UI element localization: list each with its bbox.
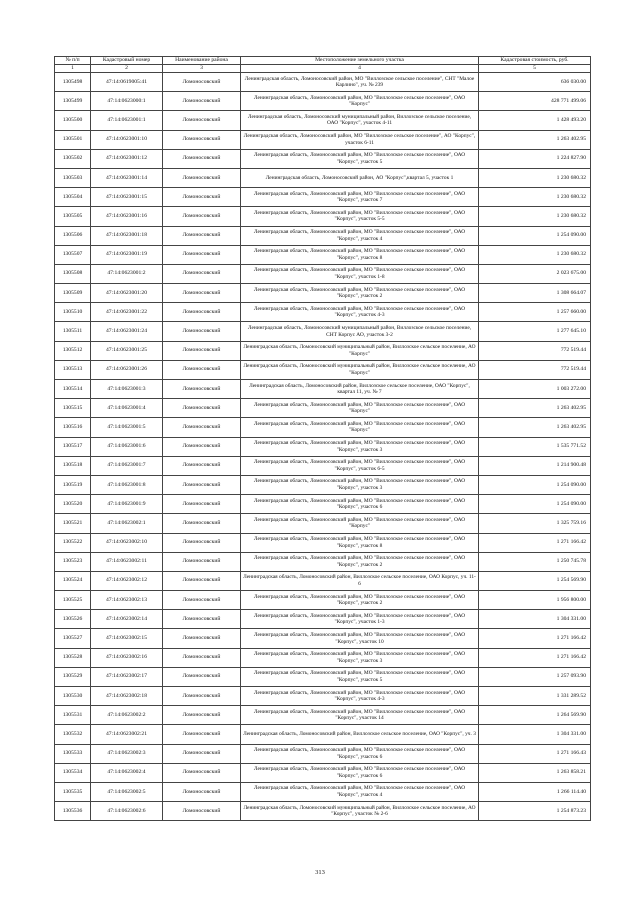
cadastral-number-cell: 47:14:0623001:3 [91, 380, 163, 399]
cadastral-number-cell: 47:14:0623002:2 [91, 706, 163, 725]
cadastral-number-cell: 47:14:0623002:14 [91, 610, 163, 629]
district-cell: Ломоносовский [163, 571, 241, 590]
location-cell: Ленинградская область, Ломоносовский район, МО "Виллозское сельское поселение", ОАО "Корпус", участок 1-3 [241, 610, 479, 629]
location-cell: Ленинградская область, Ломоносовский район, МО "Виллозское сельское поселение", ОАО "Корпус" [241, 399, 479, 418]
table-row [55, 111, 591, 130]
district-cell: Ломоносовский [163, 322, 241, 341]
table-row [55, 264, 591, 283]
location-cell: Ленинградская область, Ломоносовский район, МО "Виллозское сельское поселение", ОАО "Корпус", участок 14 [241, 706, 479, 725]
cadastral-number-cell: 47:14:0623001:2 [91, 264, 163, 283]
cadastral-number-cell: 47:14:0623001:20 [91, 284, 163, 303]
district-cell: Ломоносовский [163, 92, 241, 111]
table-row [55, 130, 591, 149]
location-cell: Ленинградская область, Ломоносовский район, МО "Виллозское сельское поселение", ОАО "Корпус", участок 4-3 [241, 303, 479, 322]
district-cell: Ломоносовский [163, 763, 241, 782]
row-number-cell: 1305530 [55, 687, 91, 706]
location-cell: Ленинградская область, Ломоносовский район, МО "Виллозское сельское поселение", ОАО "Корпус", участок 4 [241, 226, 479, 245]
district-cell: Ломоносовский [163, 341, 241, 360]
district-cell: Ломоносовский [163, 418, 241, 437]
cadastral-number-cell: 47:14:0623002:6 [91, 802, 163, 821]
cadastral-value-cell: 1 224 827.90 [479, 149, 591, 168]
district-cell: Ломоносовский [163, 245, 241, 264]
location-cell: Ленинградская область, Ломоносовский муниципальный район, Виллозское сельское поселение, АО "Корпус" [241, 341, 479, 360]
table-row [55, 802, 591, 821]
row-number-cell: 1305511 [55, 322, 91, 341]
cadastral-number-cell: 47:14:0623002:12 [91, 571, 163, 590]
row-number-cell: 1305522 [55, 533, 91, 552]
table-row [55, 514, 591, 533]
cadastral-number-cell: 47:14:0623002:18 [91, 687, 163, 706]
cadastral-value-cell: 1 535 771.52 [479, 437, 591, 456]
row-number-cell: 1305510 [55, 303, 91, 322]
column-index: 5 [479, 65, 591, 73]
cadastral-number-cell: 47:14:0623002:21 [91, 725, 163, 744]
row-number-cell: 1305526 [55, 610, 91, 629]
table-row [55, 73, 591, 92]
cadastral-value-cell: 1 257 660.00 [479, 303, 591, 322]
cadastral-number-cell: 47:14:0623001:18 [91, 226, 163, 245]
cadastral-number-cell: 47:14:0623002:11 [91, 552, 163, 571]
row-number-cell: 1305529 [55, 667, 91, 686]
table-row [55, 168, 591, 187]
cadastral-value-cell: 1 325 759.16 [479, 514, 591, 533]
cadastral-value-table [54, 56, 591, 821]
cadastral-value-cell: 1 331 289.52 [479, 687, 591, 706]
header-cell-cadastral-number: Кадастровый номер [91, 57, 163, 65]
location-cell: Ленинградская область, Ломоносовский район, Виллозское сельское поселение, ОАО "Корпус", уч. 3 [241, 725, 479, 744]
district-cell: Ломоносовский [163, 802, 241, 821]
cadastral-value-cell: 1 254 090.00 [479, 495, 591, 514]
location-cell: Ленинградская область, Ломоносовский район, МО "Виллозское сельское поселение", СНТ "Малое Карлино", уч. № 239 [241, 73, 479, 92]
row-number-cell: 1305499 [55, 92, 91, 111]
district-cell: Ломоносовский [163, 111, 241, 130]
location-cell: Ленинградская область, Ломоносовский муниципальный район, Виллозское сельское поселение, АО "Корпус" [241, 360, 479, 379]
district-cell: Ломоносовский [163, 380, 241, 399]
table-row [55, 284, 591, 303]
district-cell: Ломоносовский [163, 648, 241, 667]
cadastral-number-cell: 47:14:0623001:26 [91, 360, 163, 379]
table-row [55, 437, 591, 456]
cadastral-number-cell: 47:14:0623001:15 [91, 188, 163, 207]
row-number-cell: 1305524 [55, 571, 91, 590]
table-row [55, 303, 591, 322]
cadastral-number-cell: 47:14:0623002:13 [91, 591, 163, 610]
location-cell: Ленинградская область, Ломоносовский район, МО "Виллозское сельское поселение", ОАО "Корпус" [241, 418, 479, 437]
table-row [55, 782, 591, 801]
header-cell-number: № п/п [55, 57, 91, 65]
district-cell: Ломоносовский [163, 475, 241, 494]
row-number-cell: 1305521 [55, 514, 91, 533]
row-number-cell: 1305533 [55, 744, 91, 763]
column-index: 3 [163, 65, 241, 73]
district-cell: Ломоносовский [163, 226, 241, 245]
row-number-cell: 1305536 [55, 802, 91, 821]
row-number-cell: 1305498 [55, 73, 91, 92]
row-number-cell: 1305515 [55, 399, 91, 418]
cadastral-number-cell: 47:14:0623002:17 [91, 667, 163, 686]
cadastral-number-cell: 47:14:0623002:3 [91, 744, 163, 763]
district-cell: Ломоносовский [163, 629, 241, 648]
district-cell: Ломоносовский [163, 687, 241, 706]
table-row [55, 149, 591, 168]
location-cell: Ленинградская область, Ломоносовский муниципальный район, Виллозское сельское поселение, АО "Корпус", участок № 2-6 [241, 802, 479, 821]
cadastral-number-cell: 47:14:0623001:14 [91, 168, 163, 187]
row-number-cell: 1305534 [55, 763, 91, 782]
column-index: 1 [55, 65, 91, 73]
cadastral-value-cell: 772 519.44 [479, 341, 591, 360]
row-number-cell: 1305512 [55, 341, 91, 360]
row-number-cell: 1305517 [55, 437, 91, 456]
cadastral-number-cell: 47:14:0623002:1 [91, 514, 163, 533]
location-cell: Ленинградская область, Ломоносовский район, МО "Виллозское сельское поселение", ОАО "Корпус", участок 6 [241, 744, 479, 763]
district-cell: Ломоносовский [163, 610, 241, 629]
cadastral-number-cell: 47:14:0623001:9 [91, 495, 163, 514]
district-cell: Ломоносовский [163, 188, 241, 207]
row-number-cell: 1305516 [55, 418, 91, 437]
table-row [55, 418, 591, 437]
district-cell: Ломоносовский [163, 360, 241, 379]
cadastral-value-cell: 1 254 090.00 [479, 475, 591, 494]
cadastral-value-cell: 1 250 745.78 [479, 552, 591, 571]
district-cell: Ломоносовский [163, 533, 241, 552]
district-cell: Ломоносовский [163, 744, 241, 763]
cadastral-value-cell: 2 023 675.00 [479, 264, 591, 283]
cadastral-value-cell: 636 030.00 [479, 73, 591, 92]
location-cell: Ленинградская область, Ломоносовский район, Виллозское сельское поселение, ОАО Корпус, уч. 11-6 [241, 571, 479, 590]
location-cell: Ленинградская область, Ломоносовский район, МО "Виллозское сельское поселение", ОАО "Корпус", участок 2 [241, 591, 479, 610]
table-row [55, 763, 591, 782]
district-cell: Ломоносовский [163, 130, 241, 149]
location-cell: Ленинградская область, Ломоносовский район, МО "Виллозское сельское поселение", ОАО "Корпус", участок 4 [241, 782, 479, 801]
row-number-cell: 1305507 [55, 245, 91, 264]
cadastral-value-cell: 1 230 680.32 [479, 207, 591, 226]
cadastral-number-cell: 47:14:0623001:1 [91, 111, 163, 130]
row-number-cell: 1305514 [55, 380, 91, 399]
location-cell: Ленинградская область, Ломоносовский район, МО "Виллозское сельское поселение", ОАО "Корпус", участок 2 [241, 284, 479, 303]
district-cell: Ломоносовский [163, 667, 241, 686]
table-row [55, 667, 591, 686]
table-row [55, 245, 591, 264]
location-cell: Ленинградская область, Ломоносовский район, МО "Виллозское сельское поселение", ОАО "Корпус", участок 6 [241, 763, 479, 782]
cadastral-table-sheet [54, 56, 590, 821]
cadastral-value-cell: 1 277 645.10 [479, 322, 591, 341]
cadastral-value-cell: 1 263 402.95 [479, 130, 591, 149]
row-number-cell: 1305500 [55, 111, 91, 130]
cadastral-number-cell: 47:14:0623002:16 [91, 648, 163, 667]
table-row [55, 533, 591, 552]
table-body [55, 73, 591, 821]
location-cell: Ленинградская область, Ломоносовский район, МО "Виллозское сельское поселение", ОАО "Корпус", участок 3 [241, 437, 479, 456]
table-row [55, 341, 591, 360]
cadastral-value-cell: 1 254 090.00 [479, 226, 591, 245]
cadastral-number-cell: 47:14:0623001:8 [91, 475, 163, 494]
table-row [55, 591, 591, 610]
row-number-cell: 1305532 [55, 725, 91, 744]
cadastral-number-cell: 47:14:0623001:5 [91, 418, 163, 437]
table-row [55, 380, 591, 399]
location-cell: Ленинградская область, Ломоносовский район, МО "Виллозское сельское поселение", ОАО "Корпус", участок 5 [241, 149, 479, 168]
table-row [55, 571, 591, 590]
page-number: 313 [315, 869, 325, 876]
cadastral-value-cell: 1 254 873.23 [479, 802, 591, 821]
location-cell: Ленинградская область, Ломоносовский муниципальный район, Виллозское сельское поселение, ОАО "Корпус", участок 4-11 [241, 111, 479, 130]
cadastral-value-cell: 1 230 680.32 [479, 188, 591, 207]
cadastral-value-cell: 1 956 800.00 [479, 591, 591, 610]
district-cell: Ломоносовский [163, 782, 241, 801]
location-cell: Ленинградская область, Ломоносовский район, МО "Виллозское сельское поселение", ОАО "Корпус" [241, 514, 479, 533]
header-row [55, 57, 591, 65]
cadastral-number-cell: 47:14:0623001:10 [91, 130, 163, 149]
row-number-cell: 1305504 [55, 188, 91, 207]
district-cell: Ломоносовский [163, 456, 241, 475]
district-cell: Ломоносовский [163, 399, 241, 418]
row-number-cell: 1305506 [55, 226, 91, 245]
column-index: 2 [91, 65, 163, 73]
district-cell: Ломоносовский [163, 73, 241, 92]
location-cell: Ленинградская область, Ломоносовский район, МО "Виллозское сельское поселение", ОАО "Корпус", участок 5-5 [241, 207, 479, 226]
cadastral-number-cell: 47:14:0623001:12 [91, 149, 163, 168]
row-number-cell: 1305520 [55, 495, 91, 514]
cadastral-number-cell: 47:14:0619005:41 [91, 73, 163, 92]
table-row [55, 188, 591, 207]
table-row [55, 706, 591, 725]
location-cell: Ленинградская область, Ломоносовский район, МО "Виллозское сельское поселение", ОАО "Корпус", участок 4-3 [241, 687, 479, 706]
row-number-cell: 1305527 [55, 629, 91, 648]
column-index: 4 [241, 65, 479, 73]
location-cell: Ленинградская область, Ломоносовский район, МО "Виллозское сельское поселение", ОАО "Корпус", участок 3 [241, 648, 479, 667]
row-number-cell: 1305531 [55, 706, 91, 725]
table-row [55, 495, 591, 514]
location-cell: Ленинградская область, Ломоносовский район, МО "Виллозское сельское поселение", ОАО "Корпус", участок 2 [241, 552, 479, 571]
table-row [55, 475, 591, 494]
table-row [55, 92, 591, 111]
cadastral-value-cell: 1 271 166.42 [479, 629, 591, 648]
cadastral-value-cell: 1 271 166.42 [479, 648, 591, 667]
district-cell: Ломоносовский [163, 437, 241, 456]
district-cell: Ломоносовский [163, 168, 241, 187]
cadastral-number-cell: 47:14:0623001:25 [91, 341, 163, 360]
cadastral-number-cell: 47:14:0623002:4 [91, 763, 163, 782]
table-row [55, 399, 591, 418]
district-cell: Ломоносовский [163, 591, 241, 610]
location-cell: Ленинградская область, Ломоносовский муниципальный район, Виллозское сельское поселение, СНТ Корпус АО, участок 3-2 [241, 322, 479, 341]
cadastral-number-cell: 47:14:0623002:10 [91, 533, 163, 552]
row-number-cell: 1305518 [55, 456, 91, 475]
district-cell: Ломоносовский [163, 207, 241, 226]
table-row [55, 322, 591, 341]
cadastral-value-cell: 1 304 331.00 [479, 610, 591, 629]
location-cell: Ленинградская область, Ломоносовский район, МО "Виллозское сельское поселение", ОАО "Корпус", участок 1-8 [241, 264, 479, 283]
cadastral-value-cell: 772 519.44 [479, 360, 591, 379]
cadastral-value-cell: 1 271 166.42 [479, 533, 591, 552]
row-number-cell: 1305505 [55, 207, 91, 226]
table-header [55, 57, 591, 73]
location-cell: Ленинградская область, Ломоносовский район, МО "Виллозское сельское поселение", АО "Корпус", участок 6-11 [241, 130, 479, 149]
location-cell: Ленинградская область, Ломоносовский район, МО "Виллозское сельское поселение", ОАО "Корпус" [241, 92, 479, 111]
table-row [55, 552, 591, 571]
table-row [55, 610, 591, 629]
header-cell-district: Наименование района [163, 57, 241, 65]
location-cell: Ленинградская область, Ломоносовский район, АО "Корпус",квартал 5, участок 1 [241, 168, 479, 187]
row-number-cell: 1305501 [55, 130, 91, 149]
cadastral-value-cell: 1 263 402.95 [479, 399, 591, 418]
district-cell: Ломоносовский [163, 706, 241, 725]
cadastral-number-cell: 47:14:0623001:24 [91, 322, 163, 341]
table-row [55, 456, 591, 475]
header-cell-location: Местоположение земельного участка [241, 57, 479, 65]
district-cell: Ломоносовский [163, 725, 241, 744]
cadastral-number-cell: 47:14:0623001:4 [91, 399, 163, 418]
district-cell: Ломоносовский [163, 552, 241, 571]
row-number-cell: 1305513 [55, 360, 91, 379]
cadastral-number-cell: 47:14:0623001:22 [91, 303, 163, 322]
cadastral-value-cell: 1 264 569.90 [479, 706, 591, 725]
row-number-cell: 1305535 [55, 782, 91, 801]
location-cell: Ленинградская область, Ломоносовский район, МО "Виллозское сельское поселение", ОАО "Корпус", участок 7 [241, 188, 479, 207]
row-number-cell: 1305519 [55, 475, 91, 494]
district-cell: Ломоносовский [163, 149, 241, 168]
district-cell: Ломоносовский [163, 514, 241, 533]
district-cell: Ломоносовский [163, 284, 241, 303]
location-cell: Ленинградская область, Ломоносовский район, Виллозское сельское поселение, ОАО "Корпус", квартал 11, уч. № 7 [241, 380, 479, 399]
cadastral-value-cell: 1 257 093.90 [479, 667, 591, 686]
cadastral-value-cell: 1 263 858.21 [479, 763, 591, 782]
row-number-cell: 1305503 [55, 168, 91, 187]
table-row [55, 360, 591, 379]
location-cell: Ленинградская область, Ломоносовский район, МО "Виллозское сельское поселение", ОАО "Корпус", участок 6-5 [241, 456, 479, 475]
cadastral-value-cell: 1 266 114.40 [479, 782, 591, 801]
column-numbering-row [55, 65, 591, 73]
location-cell: Ленинградская область, Ломоносовский район, МО "Виллозское сельское поселение", ОАО "Корпус", участок 8 [241, 533, 479, 552]
cadastral-value-cell: 1 308 664.07 [479, 284, 591, 303]
cadastral-number-cell: 47:14:0623002:15 [91, 629, 163, 648]
row-number-cell: 1305523 [55, 552, 91, 571]
cadastral-value-cell: 1 428 493.20 [479, 111, 591, 130]
row-number-cell: 1305509 [55, 284, 91, 303]
table-row [55, 744, 591, 763]
cadastral-value-cell: 1 263 402.95 [479, 418, 591, 437]
cadastral-number-cell: 47:14:0623001:16 [91, 207, 163, 226]
table-row [55, 226, 591, 245]
row-number-cell: 1305508 [55, 264, 91, 283]
location-cell: Ленинградская область, Ломоносовский район, МО "Виллозское сельское поселение", ОАО "Корпус", участок 6 [241, 495, 479, 514]
location-cell: Ленинградская область, Ломоносовский район, МО "Виллозское сельское поселение", ОАО "Корпус", участок 10 [241, 629, 479, 648]
cadastral-value-cell: 1 230 680.32 [479, 168, 591, 187]
location-cell: Ленинградская область, Ломоносовский район, МО "Виллозское сельское поселение", ОАО "Корпус", участок 5 [241, 667, 479, 686]
table-row [55, 207, 591, 226]
row-number-cell: 1305528 [55, 648, 91, 667]
table-row [55, 687, 591, 706]
cadastral-number-cell: 47:14:0623002:5 [91, 782, 163, 801]
table-row [55, 648, 591, 667]
header-cell-cadastral-value: Кадастровая стоимость, руб. [479, 57, 591, 65]
cadastral-value-cell: 1 304 331.00 [479, 725, 591, 744]
cadastral-value-cell: 1 214 900.48 [479, 456, 591, 475]
district-cell: Ломоносовский [163, 303, 241, 322]
location-cell: Ленинградская область, Ломоносовский район, МО "Виллозское сельское поселение", ОАО "Корпус", участок 3 [241, 475, 479, 494]
cadastral-number-cell: 47:14:0623001:6 [91, 437, 163, 456]
district-cell: Ломоносовский [163, 495, 241, 514]
cadastral-number-cell: 47:14:0623001:19 [91, 245, 163, 264]
cadastral-value-cell: 1 254 569.90 [479, 571, 591, 590]
table-row [55, 629, 591, 648]
cadastral-number-cell: 47:14:0623001:7 [91, 456, 163, 475]
row-number-cell: 1305502 [55, 149, 91, 168]
cadastral-value-cell: 1 230 680.32 [479, 245, 591, 264]
location-cell: Ленинградская область, Ломоносовский район, МО "Виллозское сельское поселение", ОАО "Корпус", участок 8 [241, 245, 479, 264]
cadastral-number-cell: 47:14:0623000:1 [91, 92, 163, 111]
cadastral-value-cell: 1 003 272.00 [479, 380, 591, 399]
row-number-cell: 1305525 [55, 591, 91, 610]
table-row [55, 725, 591, 744]
cadastral-value-cell: 428 771 499.06 [479, 92, 591, 111]
district-cell: Ломоносовский [163, 264, 241, 283]
cadastral-value-cell: 1 271 166.43 [479, 744, 591, 763]
